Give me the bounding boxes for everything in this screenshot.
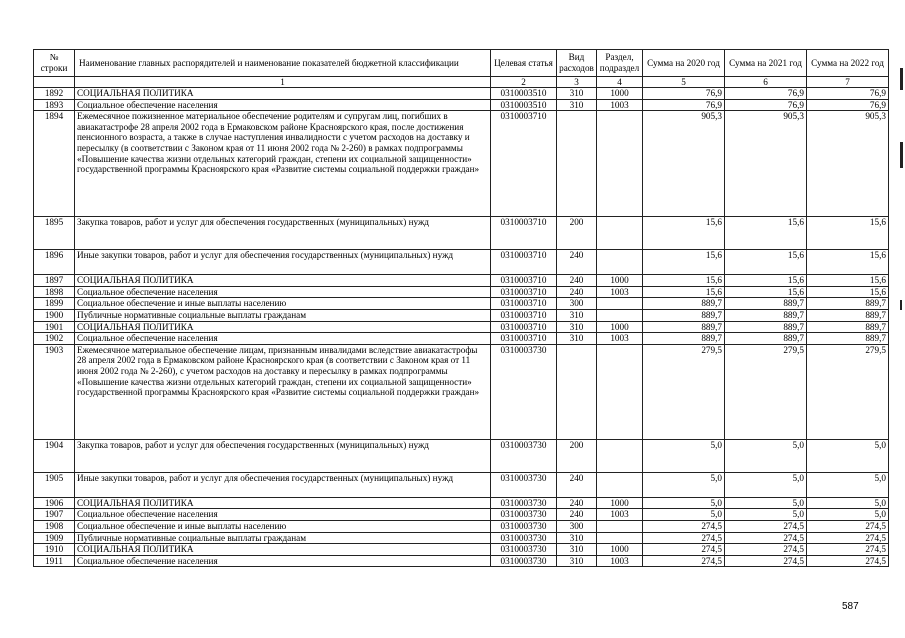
row-name: Социальное обеспечение населения	[75, 286, 491, 298]
table-body	[34, 88, 889, 567]
row-section	[597, 472, 643, 497]
header-sum-2020: Сумма на 2020 год	[643, 50, 725, 77]
row-sum-2021: 5,0	[725, 497, 807, 509]
row-sum-2021: 15,6	[725, 286, 807, 298]
row-number: 1900	[34, 309, 75, 321]
row-expense-type: 300	[557, 298, 597, 310]
row-target-article: 0310003730	[491, 520, 557, 532]
table-row	[34, 532, 889, 544]
row-sum-2020: 889,7	[643, 333, 725, 345]
row-expense-type: 310	[557, 555, 597, 567]
row-expense-type: 310	[557, 321, 597, 333]
column-number: 6	[725, 77, 807, 88]
row-sum-2022: 5,0	[807, 497, 889, 509]
row-name: Закупка товаров, работ и услуг для обеспечения государственных (муниципальных) нужд	[75, 217, 491, 250]
row-sum-2021: 15,6	[725, 217, 807, 250]
row-sum-2020: 889,7	[643, 309, 725, 321]
row-name: СОЦИАЛЬНАЯ ПОЛИТИКА	[75, 88, 491, 100]
row-sum-2021: 889,7	[725, 321, 807, 333]
column-number-row	[34, 77, 889, 88]
header-name: Наименование главных распорядителей и наименование показателей бюджетной классификации	[75, 50, 491, 77]
row-sum-2020: 15,6	[643, 217, 725, 250]
row-sum-2022: 274,5	[807, 555, 889, 567]
row-number: 1896	[34, 250, 75, 275]
row-sum-2022: 279,5	[807, 344, 889, 439]
table-row	[34, 333, 889, 345]
row-name: Иные закупки товаров, работ и услуг для обеспечения государственных (муниципальных) нужд	[75, 250, 491, 275]
header-row-number: № строки	[34, 50, 75, 77]
row-sum-2020: 5,0	[643, 509, 725, 521]
row-target-article: 0310003730	[491, 439, 557, 472]
row-number: 1902	[34, 333, 75, 345]
row-expense-type: 310	[557, 309, 597, 321]
row-sum-2021: 76,9	[725, 99, 807, 111]
row-expense-type: 240	[557, 286, 597, 298]
header-section: Раздел, подраздел	[597, 50, 643, 77]
row-sum-2022: 274,5	[807, 544, 889, 556]
row-section: 1000	[597, 544, 643, 556]
row-section: 1000	[597, 275, 643, 287]
row-number: 1901	[34, 321, 75, 333]
row-target-article: 0310003730	[491, 544, 557, 556]
row-number: 1897	[34, 275, 75, 287]
row-sum-2020: 274,5	[643, 520, 725, 532]
row-number: 1904	[34, 439, 75, 472]
row-sum-2021: 274,5	[725, 555, 807, 567]
row-name: СОЦИАЛЬНАЯ ПОЛИТИКА	[75, 544, 491, 556]
row-section	[597, 217, 643, 250]
row-sum-2020: 279,5	[643, 344, 725, 439]
row-target-article: 0310003730	[491, 344, 557, 439]
table-row	[34, 544, 889, 556]
row-target-article: 0310003710	[491, 111, 557, 217]
row-sum-2020: 76,9	[643, 88, 725, 100]
row-target-article: 0310003710	[491, 275, 557, 287]
table-row	[34, 344, 889, 439]
row-sum-2022: 905,3	[807, 111, 889, 217]
row-number: 1892	[34, 88, 75, 100]
row-sum-2021: 905,3	[725, 111, 807, 217]
row-sum-2021: 274,5	[725, 520, 807, 532]
table-row	[34, 472, 889, 497]
row-expense-type: 200	[557, 217, 597, 250]
row-sum-2020: 15,6	[643, 250, 725, 275]
row-expense-type: 200	[557, 439, 597, 472]
row-target-article: 0310003710	[491, 309, 557, 321]
row-sum-2020: 15,6	[643, 286, 725, 298]
column-number: 1	[75, 77, 491, 88]
table-row	[34, 321, 889, 333]
row-name: СОЦИАЛЬНАЯ ПОЛИТИКА	[75, 321, 491, 333]
row-sum-2022: 15,6	[807, 217, 889, 250]
scan-mark-small	[900, 300, 902, 310]
row-sum-2021: 15,6	[725, 275, 807, 287]
row-section: 1000	[597, 321, 643, 333]
row-section: 1003	[597, 286, 643, 298]
table-row	[34, 309, 889, 321]
column-number: 5	[643, 77, 725, 88]
table-row	[34, 298, 889, 310]
row-sum-2020: 15,6	[643, 275, 725, 287]
row-sum-2020: 274,5	[643, 544, 725, 556]
row-expense-type: 310	[557, 544, 597, 556]
budget-table	[33, 49, 889, 567]
row-name: Ежемесячное пожизненное материальное обеспечение родителям и супругам лиц, погибших в авиакатастрофе 28 апреля 2002 года в Ермаковском районе Красноярского края, после достижения пенсионного возраста, а также в случае наступления инвалидности с учетом расходов на доставку и пересылку (в соответствии с Законом края от 11 июня 2002 года № 2-260) в рамках подпрограммы «Повышение качества жизни отдельных категорий граждан, степени их социальной защищенности» государственной программы Красноярского края «Развитие системы социальной поддержки граждан»	[75, 111, 491, 217]
table-row	[34, 88, 889, 100]
scan-mark-top	[900, 68, 903, 90]
row-expense-type: 240	[557, 497, 597, 509]
row-expense-type: 310	[557, 88, 597, 100]
row-section	[597, 344, 643, 439]
row-sum-2020: 889,7	[643, 321, 725, 333]
row-sum-2022: 889,7	[807, 333, 889, 345]
row-name: Публичные нормативные социальные выплаты гражданам	[75, 532, 491, 544]
row-number: 1907	[34, 509, 75, 521]
table-row	[34, 439, 889, 472]
row-section: 1003	[597, 555, 643, 567]
row-expense-type: 240	[557, 472, 597, 497]
row-section	[597, 532, 643, 544]
table-row	[34, 99, 889, 111]
row-number: 1910	[34, 544, 75, 556]
row-sum-2021: 15,6	[725, 250, 807, 275]
row-number: 1898	[34, 286, 75, 298]
row-target-article: 0310003510	[491, 88, 557, 100]
table-row	[34, 520, 889, 532]
row-target-article: 0310003730	[491, 509, 557, 521]
row-target-article: 0310003730	[491, 532, 557, 544]
row-name: Социальное обеспечение населения	[75, 99, 491, 111]
table-row	[34, 217, 889, 250]
row-section	[597, 298, 643, 310]
row-section: 1000	[597, 88, 643, 100]
row-name: Социальное обеспечение и иные выплаты населению	[75, 298, 491, 310]
column-number: 3	[557, 77, 597, 88]
row-number: 1906	[34, 497, 75, 509]
row-target-article: 0310003710	[491, 250, 557, 275]
row-sum-2022: 15,6	[807, 275, 889, 287]
row-name: Закупка товаров, работ и услуг для обеспечения государственных (муниципальных) нужд	[75, 439, 491, 472]
row-number: 1911	[34, 555, 75, 567]
header-sum-2021: Сумма на 2021 год	[725, 50, 807, 77]
header-target-article: Целевая статья	[491, 50, 557, 77]
row-number: 1895	[34, 217, 75, 250]
header-sum-2022: Сумма на 2022 год	[807, 50, 889, 77]
row-name: Социальное обеспечение населения	[75, 509, 491, 521]
page-number: 587	[842, 601, 859, 612]
row-number: 1908	[34, 520, 75, 532]
table-row	[34, 286, 889, 298]
row-sum-2021: 5,0	[725, 472, 807, 497]
column-number: 7	[807, 77, 889, 88]
row-sum-2021: 889,7	[725, 333, 807, 345]
row-section	[597, 439, 643, 472]
table-header	[34, 50, 889, 88]
row-sum-2022: 889,7	[807, 309, 889, 321]
row-target-article: 0310003510	[491, 99, 557, 111]
row-expense-type: 300	[557, 520, 597, 532]
row-expense-type: 240	[557, 250, 597, 275]
row-name: СОЦИАЛЬНАЯ ПОЛИТИКА	[75, 275, 491, 287]
row-sum-2021: 889,7	[725, 309, 807, 321]
row-name: Социальное обеспечение населения	[75, 555, 491, 567]
row-target-article: 0310003730	[491, 472, 557, 497]
row-sum-2020: 5,0	[643, 497, 725, 509]
row-sum-2022: 5,0	[807, 439, 889, 472]
row-name: СОЦИАЛЬНАЯ ПОЛИТИКА	[75, 497, 491, 509]
row-section: 1003	[597, 509, 643, 521]
row-section	[597, 111, 643, 217]
row-name: Иные закупки товаров, работ и услуг для обеспечения государственных (муниципальных) нужд	[75, 472, 491, 497]
table-row	[34, 275, 889, 287]
row-expense-type: 310	[557, 333, 597, 345]
row-number: 1909	[34, 532, 75, 544]
row-sum-2020: 5,0	[643, 472, 725, 497]
row-sum-2022: 5,0	[807, 472, 889, 497]
column-number	[34, 77, 75, 88]
row-target-article: 0310003710	[491, 217, 557, 250]
row-section: 1000	[597, 497, 643, 509]
row-number: 1893	[34, 99, 75, 111]
row-sum-2022: 76,9	[807, 99, 889, 111]
row-name: Социальное обеспечение населения	[75, 333, 491, 345]
row-name: Социальное обеспечение и иные выплаты населению	[75, 520, 491, 532]
row-target-article: 0310003710	[491, 286, 557, 298]
row-number: 1903	[34, 344, 75, 439]
row-sum-2022: 274,5	[807, 532, 889, 544]
row-number: 1899	[34, 298, 75, 310]
row-sum-2022: 5,0	[807, 509, 889, 521]
row-sum-2020: 889,7	[643, 298, 725, 310]
row-sum-2022: 889,7	[807, 298, 889, 310]
row-number: 1894	[34, 111, 75, 217]
table-row	[34, 111, 889, 217]
scan-mark-middle	[900, 142, 903, 168]
table-row	[34, 497, 889, 509]
row-sum-2021: 274,5	[725, 532, 807, 544]
row-sum-2020: 274,5	[643, 532, 725, 544]
row-expense-type: 310	[557, 532, 597, 544]
row-sum-2021: 5,0	[725, 509, 807, 521]
row-expense-type	[557, 111, 597, 217]
row-target-article: 0310003710	[491, 298, 557, 310]
row-sum-2020: 905,3	[643, 111, 725, 217]
column-number: 4	[597, 77, 643, 88]
row-sum-2021: 76,9	[725, 88, 807, 100]
row-section: 1003	[597, 333, 643, 345]
row-expense-type	[557, 344, 597, 439]
row-target-article: 0310003730	[491, 555, 557, 567]
row-sum-2021: 279,5	[725, 344, 807, 439]
table-row	[34, 250, 889, 275]
row-sum-2022: 76,9	[807, 88, 889, 100]
row-expense-type: 310	[557, 99, 597, 111]
row-sum-2020: 5,0	[643, 439, 725, 472]
row-sum-2022: 15,6	[807, 286, 889, 298]
row-expense-type: 240	[557, 275, 597, 287]
row-section: 1003	[597, 99, 643, 111]
row-section	[597, 250, 643, 275]
table-row	[34, 509, 889, 521]
row-sum-2021: 889,7	[725, 298, 807, 310]
table-row	[34, 555, 889, 567]
column-number: 2	[491, 77, 557, 88]
row-section	[597, 309, 643, 321]
row-target-article: 0310003710	[491, 321, 557, 333]
row-target-article: 0310003730	[491, 497, 557, 509]
header-expense-type: Вид расходов	[557, 50, 597, 77]
row-sum-2020: 274,5	[643, 555, 725, 567]
row-name: Публичные нормативные социальные выплаты гражданам	[75, 309, 491, 321]
row-expense-type: 240	[557, 509, 597, 521]
row-sum-2022: 15,6	[807, 250, 889, 275]
row-sum-2021: 5,0	[725, 439, 807, 472]
row-target-article: 0310003710	[491, 333, 557, 345]
row-sum-2022: 889,7	[807, 321, 889, 333]
row-section	[597, 520, 643, 532]
row-sum-2021: 274,5	[725, 544, 807, 556]
row-number: 1905	[34, 472, 75, 497]
row-sum-2022: 274,5	[807, 520, 889, 532]
row-name: Ежемесячное материальное обеспечение лицам, признанным инвалидами вследствие авиакатастрофы 28 апреля 2002 года в Ермаковском районе Красноярского края (в соответствии с Законом края от 11 июня 2002 года № 2-260), с учетом расходов на доставку и пересылку в рамках подпрограммы «Повышение качества жизни отдельных категорий граждан, степени их социальной защищенности» государственной программы Красноярского края «Развитие системы социальной поддержки граждан»	[75, 344, 491, 439]
row-sum-2020: 76,9	[643, 99, 725, 111]
